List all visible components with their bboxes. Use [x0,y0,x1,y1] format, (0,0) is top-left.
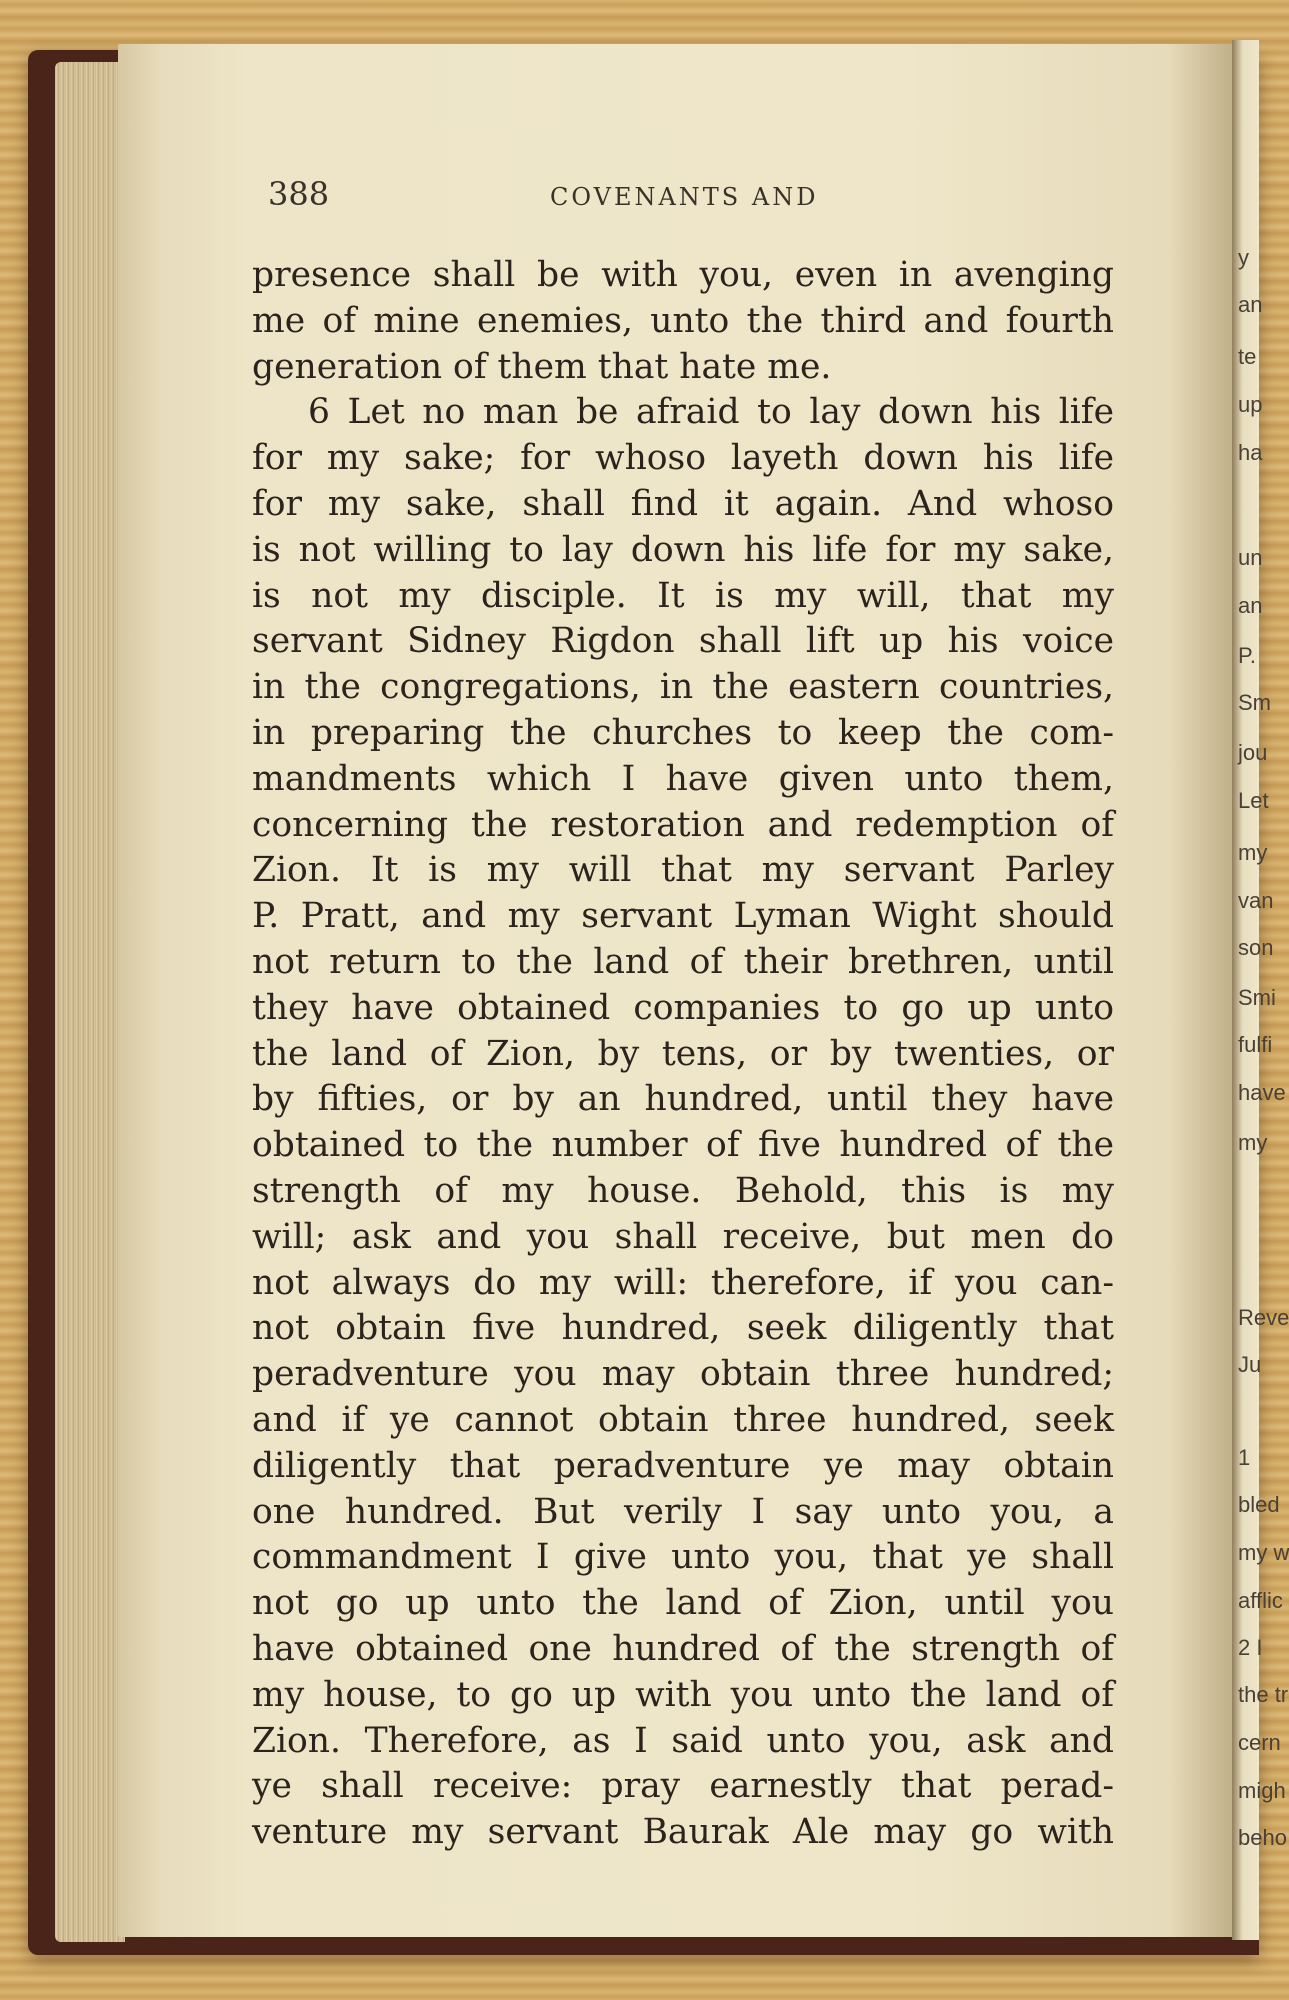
facing-fragment: an [1238,593,1263,618]
facing-fragment: bled [1238,1492,1280,1517]
text-line: the land of Zion, by tens, or by twenties, or [252,1033,1114,1074]
text-line: peradventure you may obtain three hundred; [252,1354,1114,1395]
facing-fragment: up [1238,392,1263,417]
text-line: strength of my house. Behold, this is my [252,1170,1114,1211]
text-line: not always do my will: therefore, if you can- [252,1262,1114,1303]
facing-fragment: y [1238,245,1249,270]
text-line: in the congregations, in the eastern countries, [252,667,1114,708]
facing-fragment: 2 I [1238,1635,1263,1660]
text-line: is not my disciple. It is my will, that my [252,575,1114,616]
facing-fragment: un [1238,545,1263,570]
text-line: commandment I give unto you, that ye shall [252,1537,1114,1578]
facing-fragment: jou [1238,740,1268,765]
facing-fragment: 1 [1238,1445,1251,1470]
text-line: one hundred. But verily I say unto you, a [252,1491,1114,1532]
facing-fragment: my w [1238,1540,1289,1565]
text-line: in preparing the churches to keep the com- [252,712,1114,753]
text-line: diligently that peradventure ye may obtain [252,1445,1114,1486]
page-edges [55,62,125,1942]
header-title: COVENANTS AND [550,183,819,211]
facing-fragment: ha [1238,440,1263,465]
text-line: not go up unto the land of Zion, until you [252,1583,1114,1624]
facing-fragment: Let [1238,788,1269,813]
text-line: for my sake; for whoso layeth down his life [252,438,1114,479]
text-line: ye shall receive: pray earnestly that perad- [252,1766,1114,1807]
facing-fragment: my [1238,1130,1268,1155]
facing-page-edge [1232,40,1289,1940]
text-line: have obtained one hundred of the strength of [252,1628,1114,1669]
facing-fragment: have [1238,1080,1286,1105]
facing-fragment: P. [1238,643,1256,668]
facing-fragment: Smi [1238,985,1276,1010]
text-line: generation of them that hate me. [252,346,832,387]
facing-fragment: cern [1238,1730,1281,1755]
text-line: Zion. It is my will that my servant Parley [252,850,1114,891]
page-number: 388 [268,175,330,213]
text-line: is not willing to lay down his life for my sake, [252,529,1114,570]
body-text [252,253,1114,1856]
text-line: will; ask and you shall receive, but men do [252,1216,1114,1257]
facing-fragment: Reve [1238,1305,1289,1330]
facing-fragment: beho [1238,1825,1287,1850]
text-line: P. Pratt, and my servant Lyman Wight should [252,896,1114,937]
text-line: concerning the restoration and redemption of [252,804,1114,845]
facing-fragment: van [1238,888,1274,913]
running-head [268,175,1108,215]
facing-fragment: son [1238,935,1274,960]
text-line: presence shall be with you, even in avenging [252,255,1114,295]
text-line: not return to the land of their brethren, until [252,941,1114,982]
facing-fragment: fulfi [1238,1032,1273,1057]
verse-start-line: 6 Let no man be afraid to lay down his life [308,392,1114,433]
facing-fragment: Ju [1238,1352,1262,1377]
facing-fragment: the tr [1238,1682,1289,1707]
facing-fragment: te [1238,344,1257,369]
facing-fragment: migh [1238,1778,1286,1803]
facing-fragment: afflic [1238,1588,1283,1613]
text-line: mandments which I have given unto them, [252,758,1114,799]
text-line: my house, to go up with you unto the land of [252,1674,1114,1715]
text-line: venture my servant Baurak Ale may go with [252,1812,1114,1853]
text-line: and if ye cannot obtain three hundred, seek [252,1399,1114,1440]
text-line: not obtain five hundred, seek diligently that [252,1308,1114,1349]
text-line: me of mine enemies, unto the third and fourth [252,300,1114,341]
text-line: servant Sidney Rigdon shall lift up his voice [252,621,1114,662]
text-line: Zion. Therefore, as I said unto you, ask and [252,1720,1114,1761]
facing-fragment: my [1238,840,1268,865]
text-line: they have obtained companies to go up unto [252,987,1114,1028]
text-line: for my sake, shall find it again. And whoso [252,483,1114,524]
facing-fragment: an [1238,292,1263,317]
facing-fragment: Sm [1238,690,1271,715]
text-line: by fifties, or by an hundred, until they have [252,1079,1114,1120]
text-line: obtained to the number of five hundred of the [252,1125,1114,1166]
